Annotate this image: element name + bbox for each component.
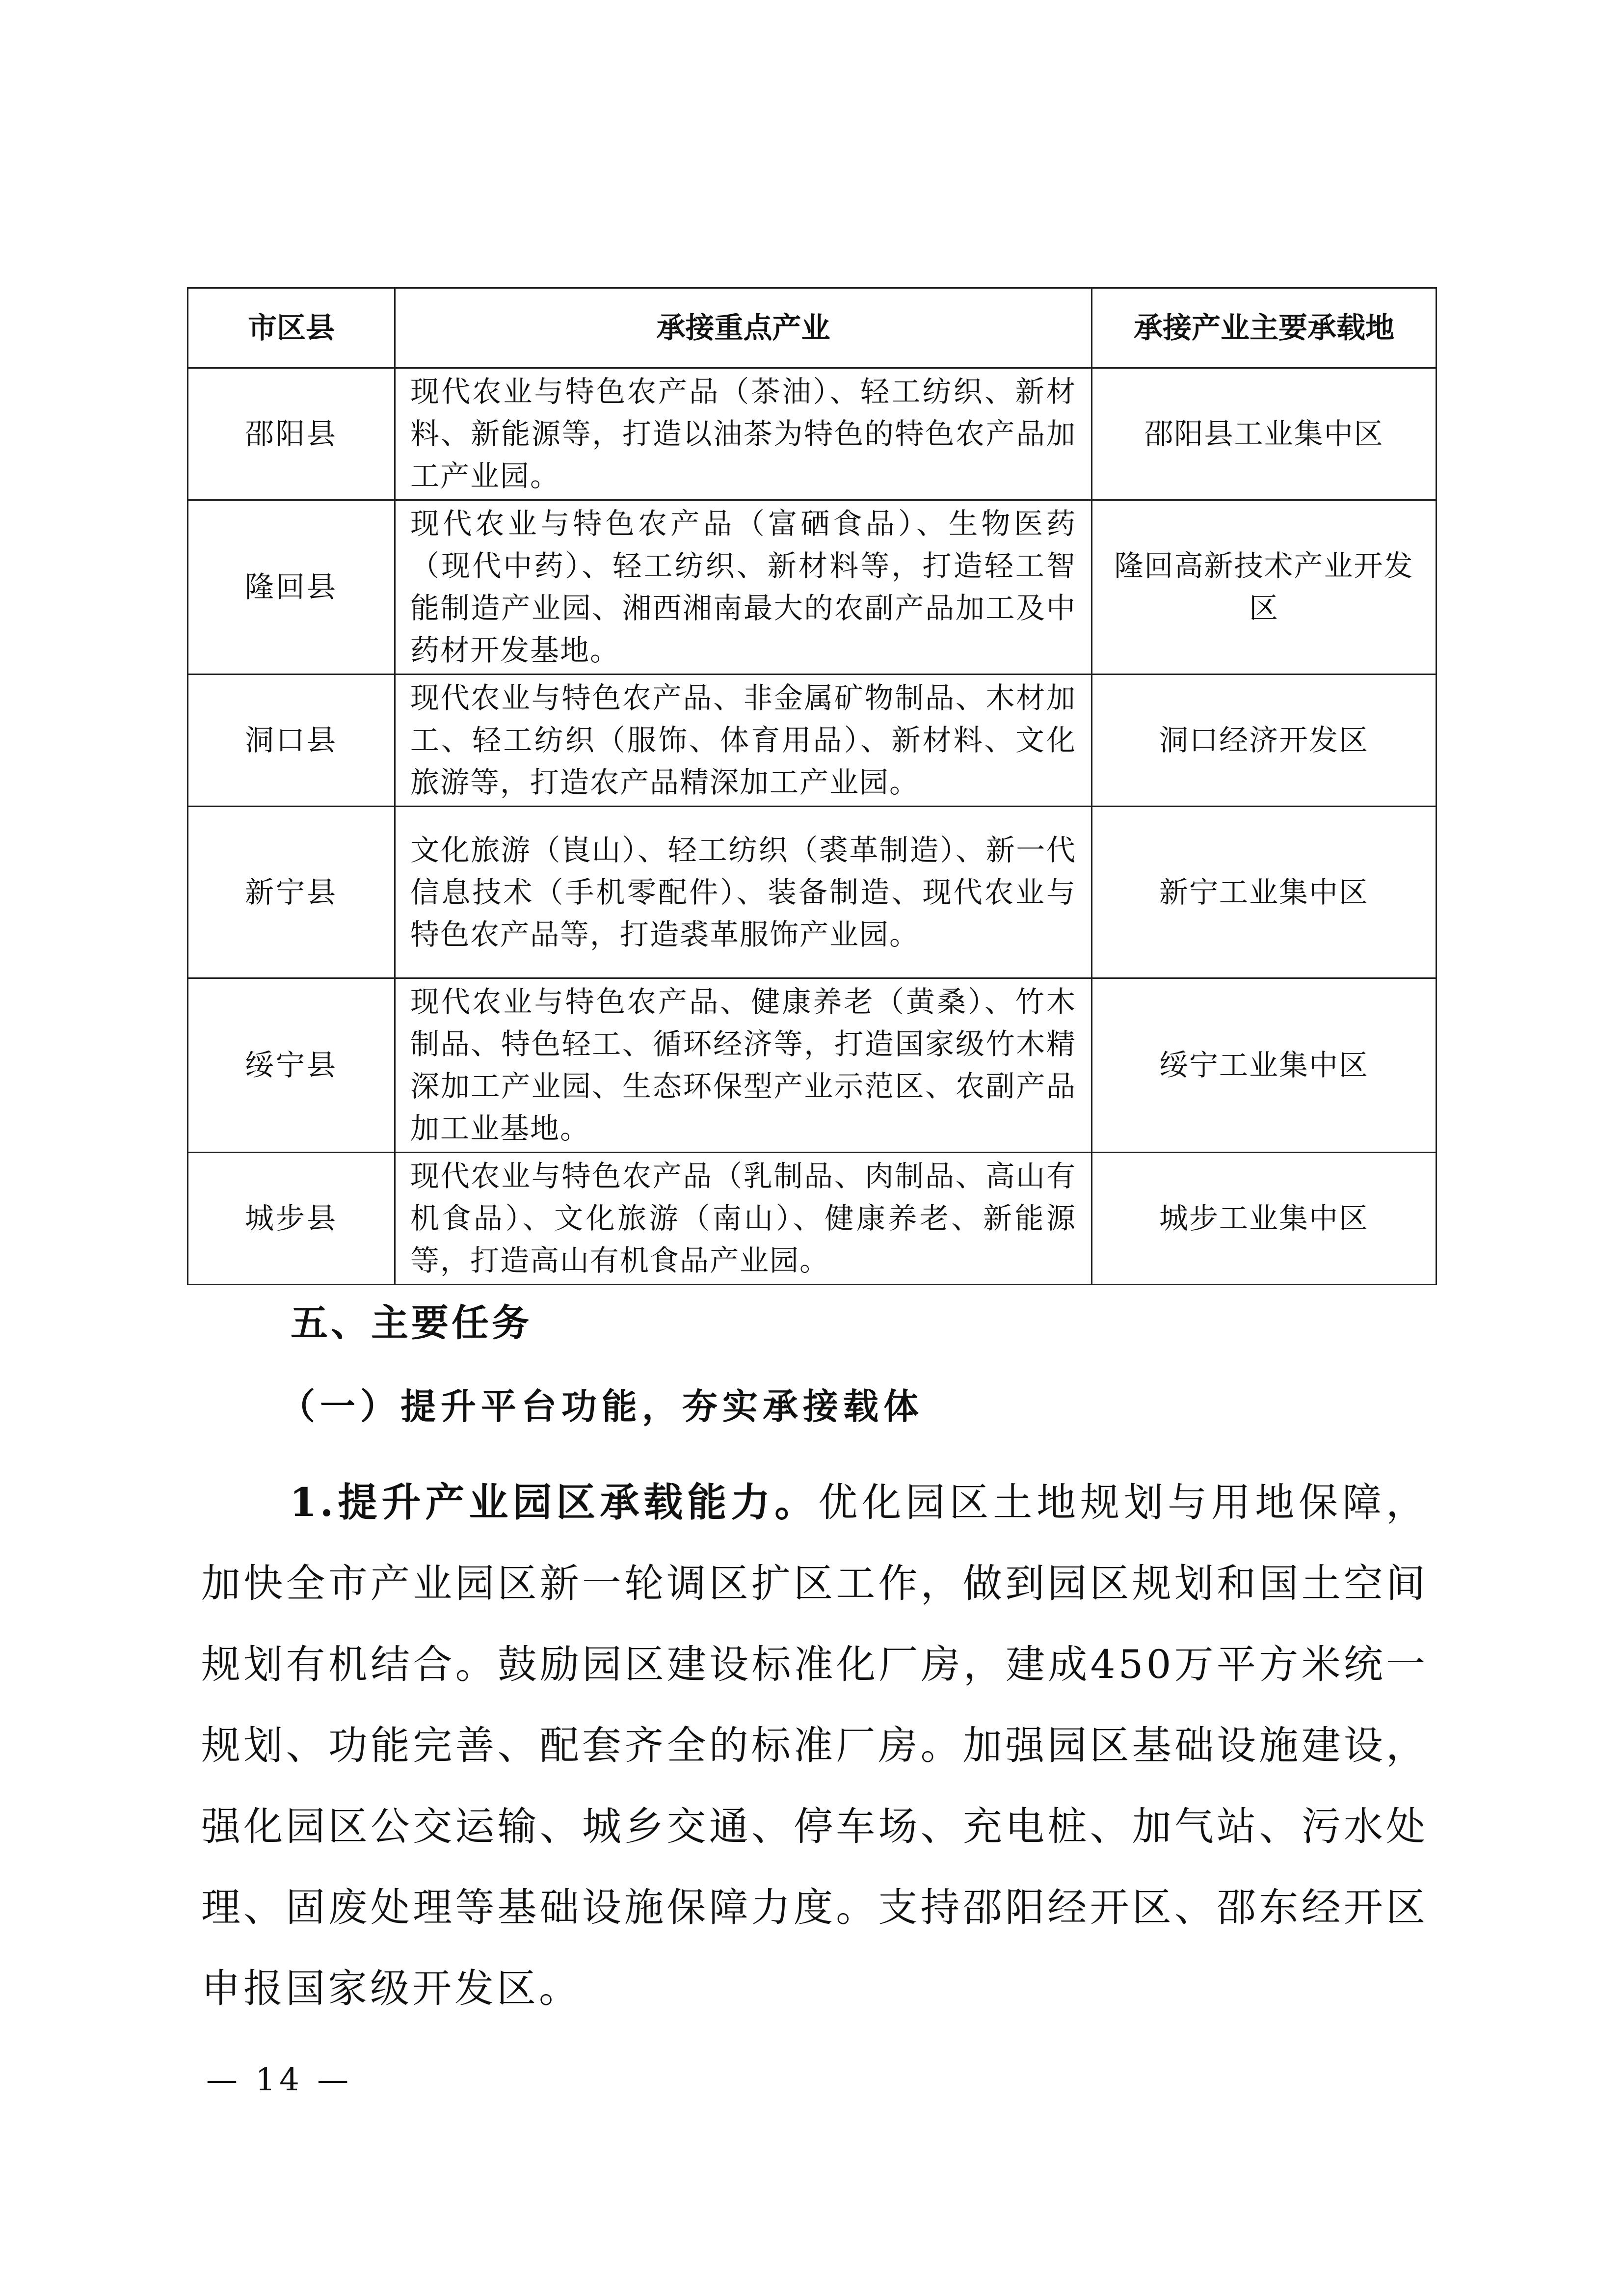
industry-cell: 现代农业与特色农产品（茶油）、轻工纺织、新材料、新能源等，打造以油茶为特色的特色农产品加工产业园。	[395, 368, 1092, 500]
county-cell: 洞口县	[188, 675, 395, 807]
carrier-cell: 隆回高新技术产业开发区	[1092, 500, 1437, 675]
county-cell: 城步县	[188, 1153, 395, 1285]
county-cell: 新宁县	[188, 807, 395, 978]
table-row	[188, 368, 1437, 500]
carrier-cell: 邵阳县工业集中区	[1092, 368, 1437, 500]
industry-cell: 现代农业与特色农产品（富硒食品）、生物医药（现代中药）、轻工纺织、新材料等，打造轻工智能制造产业园、湘西湘南最大的农副产品加工及中药材开发基地。	[395, 500, 1092, 675]
industry-cell: 现代农业与特色农产品、非金属矿物制品、木材加工、轻工纺织（服饰、体育用品）、新材料、文化旅游等，打造农产品精深加工产业园。	[395, 675, 1092, 807]
page-number: — 14 —	[206, 2062, 353, 2098]
carrier-cell: 新宁工业集中区	[1092, 807, 1437, 978]
industry-cell: 现代农业与特色农产品、健康养老（黄桑）、竹木制品、特色轻工、循环经济等，打造国家级竹木精深加工产业园、生态环保型产业示范区、农副产品加工业基地。	[395, 978, 1092, 1153]
industry-cell: 现代农业与特色农产品（乳制品、肉制品、高山有机食品）、文化旅游（南山）、健康养老、新能源等，打造高山有机食品产业园。	[395, 1153, 1092, 1285]
paragraph-lead: 1.提升产业园区承载能力。	[290, 1479, 819, 1525]
table-row	[188, 675, 1437, 807]
table-row	[188, 500, 1437, 675]
table-row	[188, 978, 1437, 1153]
table-row	[188, 1153, 1437, 1285]
subsection-heading: （一）提升平台功能，夯实承接载体	[280, 1386, 924, 1427]
county-cell: 隆回县	[188, 500, 395, 675]
industry-table	[187, 287, 1437, 1285]
county-cell: 邵阳县	[188, 368, 395, 500]
industry-cell: 文化旅游（崀山）、轻工纺织（裘革制造）、新一代信息技术（手机零配件）、装备制造、现代农业与特色农产品等，打造裘革服饰产业园。	[395, 807, 1092, 978]
county-cell: 绥宁县	[188, 978, 395, 1153]
carrier-cell: 绥宁工业集中区	[1092, 978, 1437, 1153]
paragraph-body: 优化园区土地规划与用地保障，加快全市产业园区新一轮调区扩区工作，做到园区规划和国土空间规划有机结合。鼓励园区建设标准化厂房，建成450万平方米统一规划、功能完善、配套齐全的标准厂房。加强园区基础设施建设，强化园区公交运输、城乡交通、停车场、充电桩、加气站、污水处理、固废处理等基础设施保障力度。支持邵阳经开区、邵东经开区申报国家级开发区。	[201, 1480, 1429, 2011]
body-paragraph	[201, 1462, 1428, 2029]
column-header: 市区县	[188, 288, 395, 368]
table-row	[188, 807, 1437, 978]
carrier-cell: 洞口经济开发区	[1092, 675, 1437, 807]
section-heading: 五、主要任务	[291, 1301, 532, 1345]
table-header-row	[188, 288, 1437, 368]
column-header: 承接产业主要承载地	[1092, 288, 1437, 368]
column-header: 承接重点产业	[395, 288, 1092, 368]
carrier-cell: 城步工业集中区	[1092, 1153, 1437, 1285]
